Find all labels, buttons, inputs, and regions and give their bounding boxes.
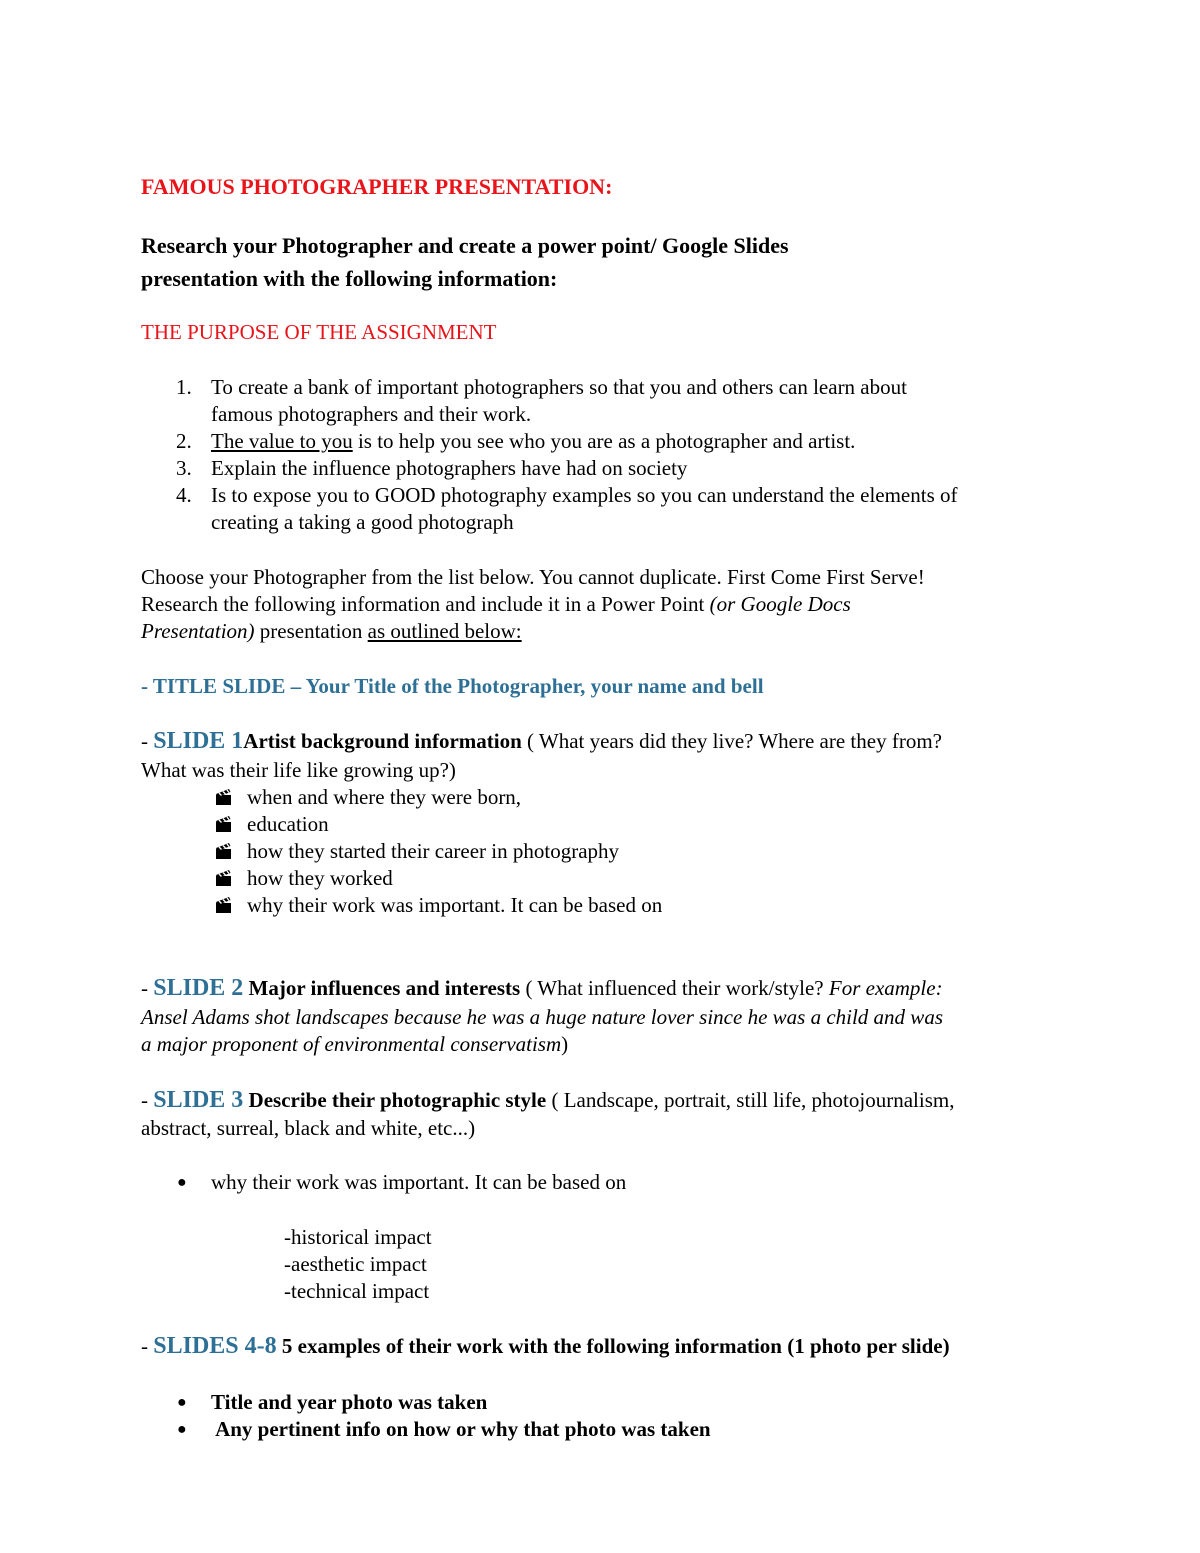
- list-item-text: To create a bank of important photographers so that you and others can learn about: [211, 375, 907, 399]
- impact-text: -technical impact: [284, 1279, 430, 1303]
- slide2-dash: -: [141, 976, 154, 1000]
- slide1-paren-line-2: What was their life like growing up?): [141, 758, 456, 782]
- purpose-item-1: [141, 374, 1061, 401]
- slides48-heading: 5 examples of their work with the following information (1 photo per slide): [276, 1334, 950, 1358]
- impact-item: [141, 1251, 1061, 1278]
- list-item-text: how they worked: [247, 866, 393, 890]
- intro-line-2: presentation with the following information:: [141, 266, 558, 291]
- purpose-item-3: [141, 455, 1061, 482]
- slide1-heading: Artist background information: [243, 729, 522, 753]
- clapperboard-icon: [215, 896, 233, 914]
- list-item-rest: is to help you see who you are as a photographer and artist.: [352, 429, 856, 453]
- slides48-label: SLIDES 4-8: [153, 1333, 277, 1359]
- clapperboard-icon: [215, 869, 233, 887]
- choose-line-2: [141, 591, 851, 618]
- title-slide-line: - TITLE SLIDE – Your Title of the Photographer, your name and bell: [141, 674, 764, 698]
- slide2-paren-1: ( What influenced their work/style?: [520, 976, 829, 1000]
- purpose-item-2: [141, 428, 1061, 455]
- list-item-text: Title and year photo was taken: [211, 1390, 488, 1414]
- slide1-bullet: [141, 811, 1061, 838]
- impact-text: -historical impact: [284, 1225, 432, 1249]
- list-item-text: why their work was important. It can be based on: [211, 1170, 627, 1194]
- purpose-item-1-cont: [141, 401, 1061, 428]
- clapperboard-icon: [215, 815, 233, 833]
- clapperboard-icon: [215, 788, 233, 806]
- slide2-line-3: [141, 1031, 568, 1058]
- slide2-line-3-italic: a major proponent of environmental conservatism: [141, 1032, 562, 1056]
- purpose-item-4-cont: [141, 509, 1061, 536]
- slide2-example-label: For example:: [828, 976, 943, 1000]
- list-item-text: Is to expose you to GOOD photography examples so you can understand the elements of: [211, 483, 958, 507]
- slide3-heading: Describe their photographic style: [243, 1088, 547, 1112]
- purpose-heading: THE PURPOSE OF THE ASSIGNMENT: [141, 320, 497, 344]
- slide1-paren-1: ( What years did they live? Where are they from?: [521, 729, 942, 753]
- slide1-dash: -: [141, 729, 154, 753]
- list-item-text: why their work was important. It can be based on: [247, 893, 663, 917]
- slide1-heading-line: [141, 728, 942, 755]
- bullet-icon: ●: [177, 1421, 187, 1438]
- choose-line-1: Choose your Photographer from the list below. You cannot duplicate. First Come First Serve!: [141, 565, 925, 589]
- underlined-phrase: The value to you: [211, 429, 353, 453]
- slide2-heading: Major influences and interests: [243, 976, 521, 1000]
- impact-item: [141, 1224, 1061, 1251]
- slide1-bullet: [141, 892, 1061, 919]
- document-title: FAMOUS PHOTOGRAPHER PRESENTATION:: [141, 174, 613, 199]
- slide3-bullet: [141, 1169, 1061, 1196]
- choose-line-3-text: presentation: [254, 619, 368, 643]
- impact-item: [141, 1278, 1061, 1305]
- impact-text: -aesthetic impact: [284, 1252, 427, 1276]
- purpose-item-4: [141, 482, 1061, 509]
- slide3-label: SLIDE 3: [153, 1087, 244, 1113]
- slide3-heading-line: [141, 1087, 954, 1114]
- choose-line-2-text: Research the following information and include it in a Power Point: [141, 592, 710, 616]
- slide2-line-2: Ansel Adams shot landscapes because he was a huge nature lover since he was a child and was: [141, 1005, 943, 1029]
- slide2-heading-line: [141, 975, 943, 1002]
- slides48-bullet: [141, 1416, 1061, 1443]
- slide1-bullet: [141, 784, 1061, 811]
- slide2-label: SLIDE 2: [153, 975, 244, 1001]
- list-number: 4.: [176, 483, 192, 507]
- intro-line-1: Research your Photographer and create a power point/ Google Slides: [141, 233, 789, 258]
- slide1-label: SLIDE 1: [153, 728, 244, 754]
- bullet-icon: ●: [177, 1394, 187, 1411]
- slide1-bullet: [141, 838, 1061, 865]
- slide3-paren-1: ( Landscape, portrait, still life, photojournalism,: [546, 1088, 955, 1112]
- list-item-text: how they started their career in photography: [247, 839, 620, 863]
- slide1-bullet: [141, 865, 1061, 892]
- list-item-text: creating a taking a good photograph: [211, 510, 514, 534]
- list-item-text: education: [247, 812, 329, 836]
- list-number: 2.: [176, 429, 192, 453]
- list-item-text: Any pertinent info on how or why that photo was taken: [211, 1417, 711, 1441]
- list-item-text: [211, 428, 855, 455]
- list-number: 1.: [176, 375, 192, 399]
- bullet-icon: ●: [177, 1174, 187, 1191]
- choose-line-3-italic: Presentation): [141, 619, 255, 643]
- list-item-text: famous photographers and their work.: [211, 402, 532, 426]
- choose-line-3: [141, 618, 522, 645]
- choose-line-2-italic: (or Google Docs: [709, 592, 851, 616]
- slide2-line-3-close: ): [561, 1032, 569, 1056]
- clapperboard-icon: [215, 842, 233, 860]
- list-item-text: when and where they were born,: [247, 785, 522, 809]
- slide3-dash: -: [141, 1088, 154, 1112]
- slides48-heading-line: [141, 1333, 950, 1360]
- slide3-line-2: abstract, surreal, black and white, etc...): [141, 1116, 476, 1140]
- choose-line-3-underlined: as outlined below:: [367, 619, 522, 643]
- slides48-dash: -: [141, 1334, 154, 1358]
- list-number: 3.: [176, 456, 192, 480]
- list-item-text: Explain the influence photographers have had on society: [211, 456, 688, 480]
- slides48-bullet: [141, 1389, 1061, 1416]
